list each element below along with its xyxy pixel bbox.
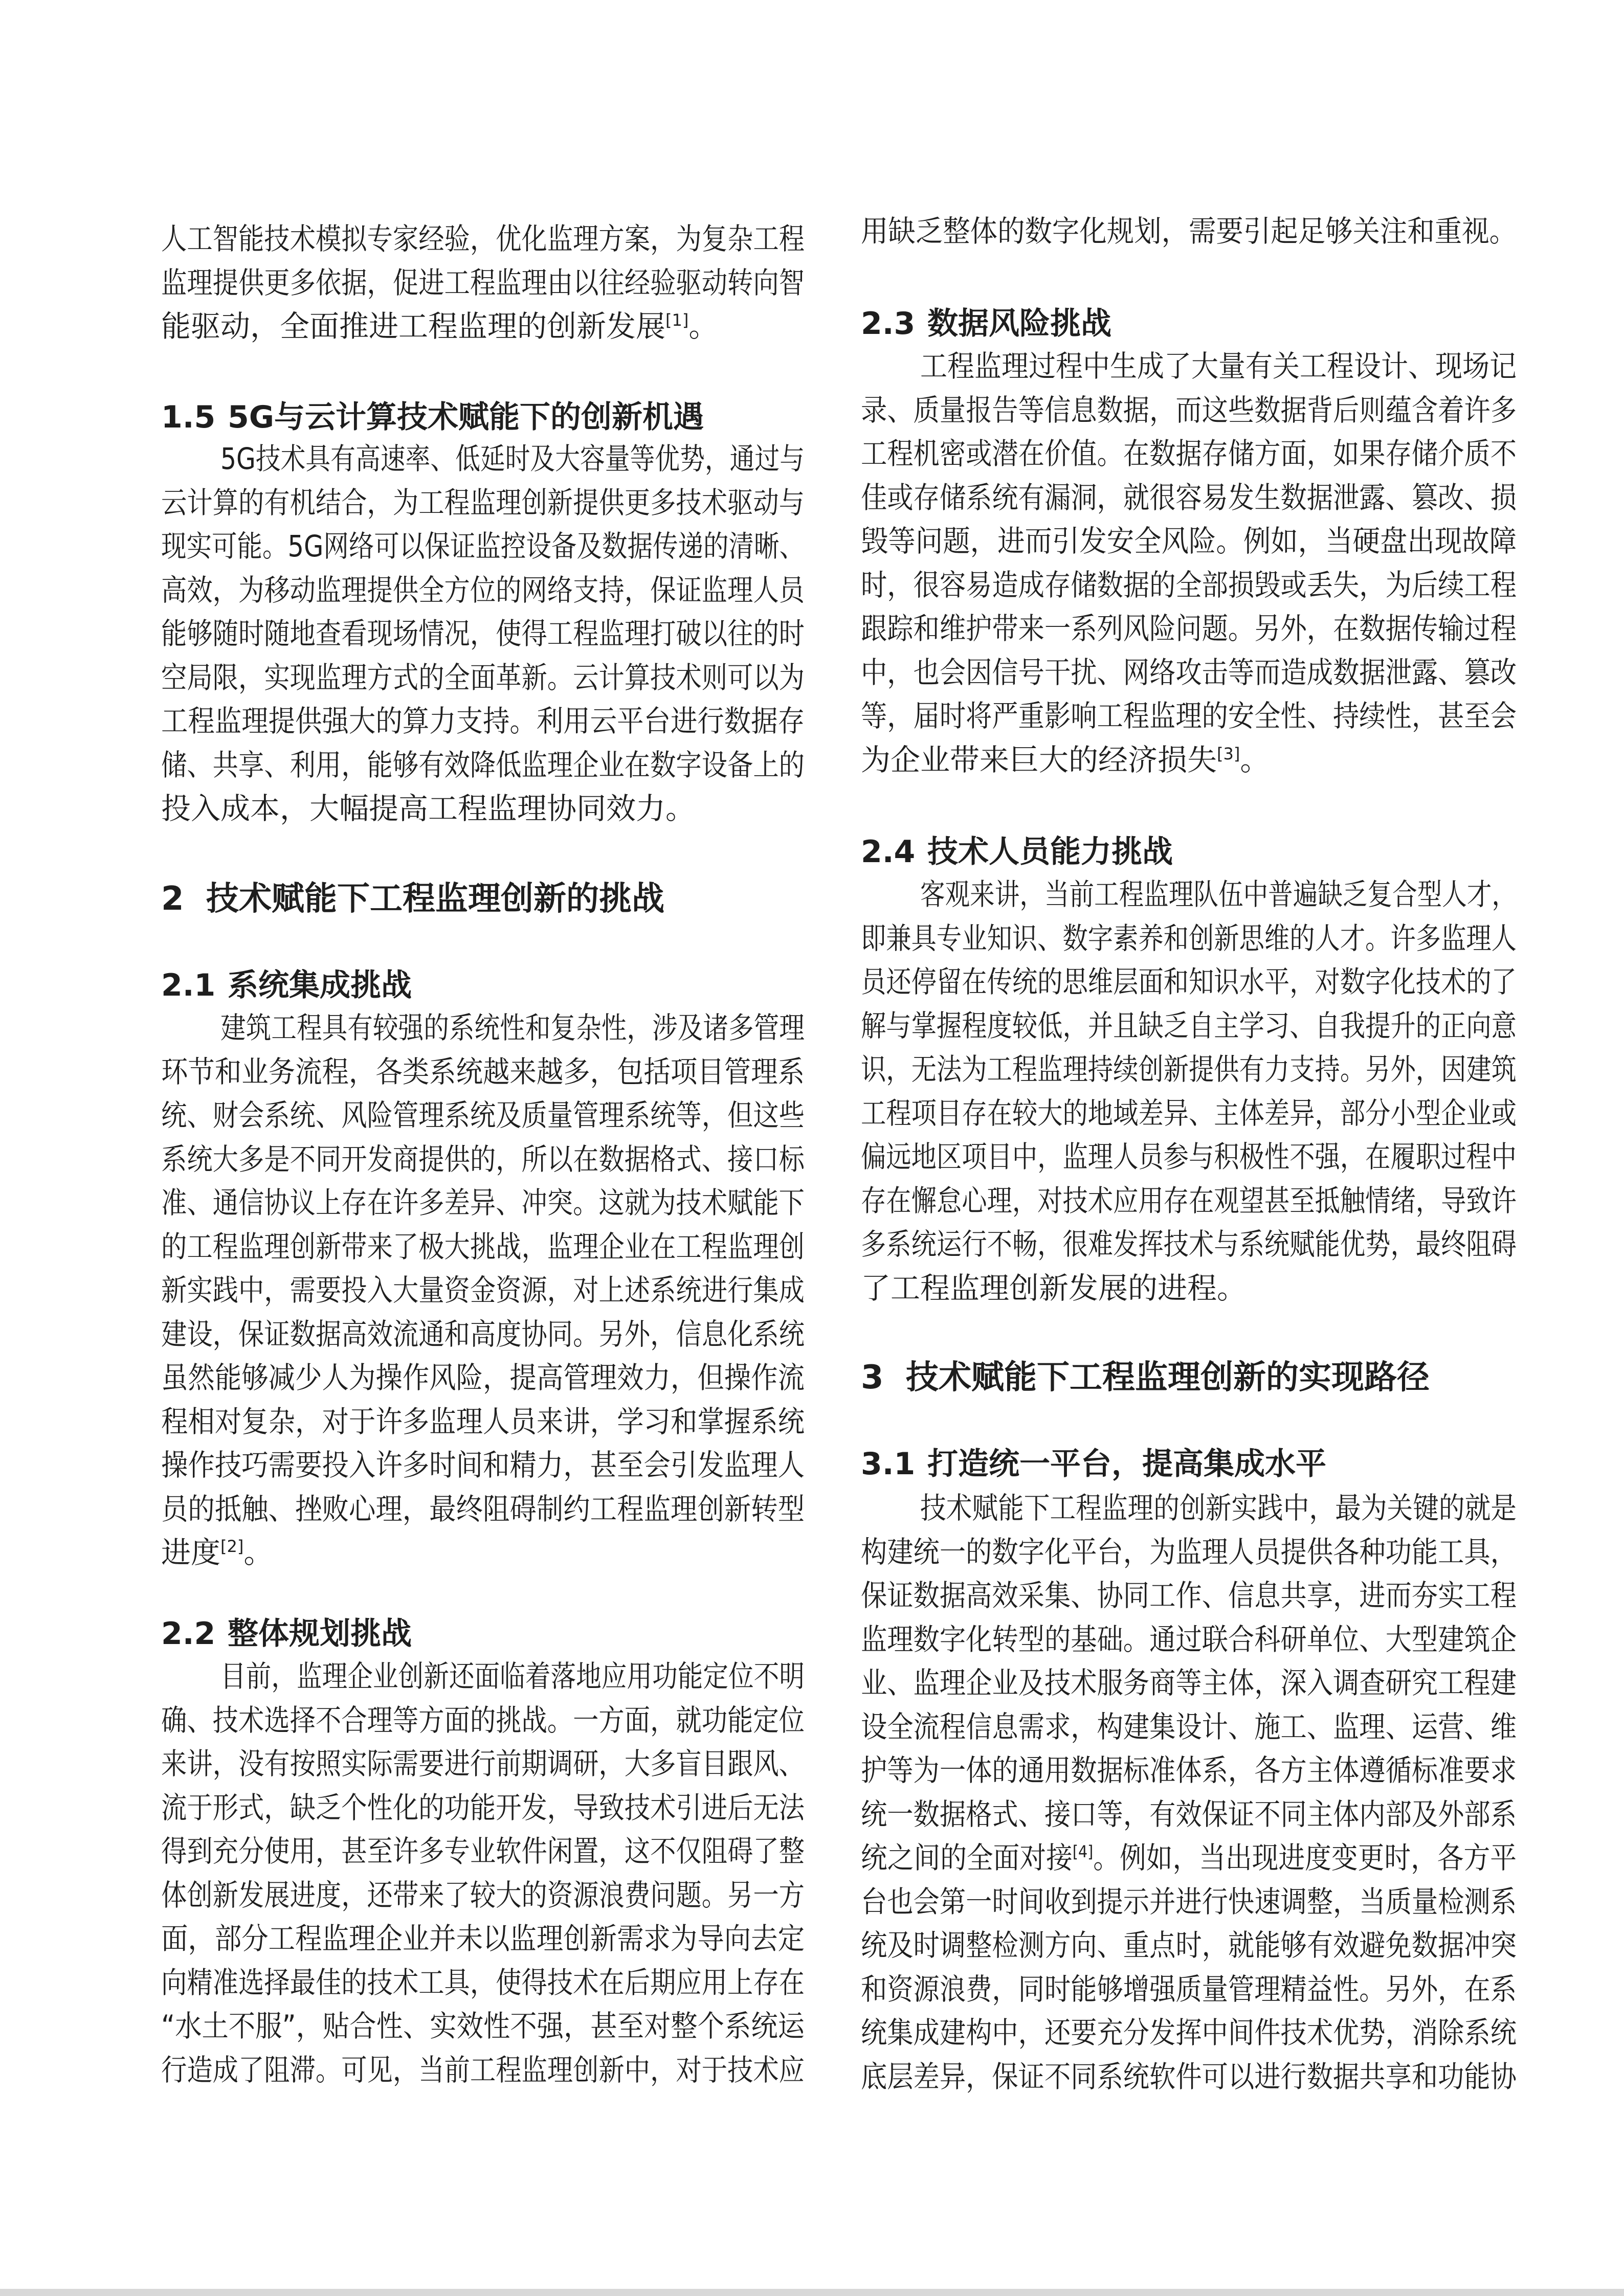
- text-run: 统之间的全面对接: [861, 1840, 1073, 1875]
- text-line: [861, 1092, 1517, 1136]
- line-text: 程相对复杂，对于许多监理人员来讲，学习和掌握系统: [161, 1404, 805, 1439]
- line-text: 投入成本，大幅提高工程监理协同效力。: [161, 791, 696, 826]
- text-line: [161, 1313, 805, 1357]
- text-line: [161, 1181, 805, 1225]
- line-text: 偏远地区项目中，监理人员参与积极性不强，在履职过程中: [861, 1139, 1517, 1174]
- text-run: 。例如，当出现进度变更时，各方平: [1093, 1840, 1517, 1875]
- text-line: [861, 476, 1517, 520]
- line-text: 空局限，实现监理方式的全面革新。云计算技术则可以为: [161, 660, 805, 695]
- line-text: 工程机密或潜在价值。在数据存储方面，如果存储介质不: [861, 436, 1517, 471]
- text-line: [861, 1574, 1517, 1618]
- section-heading-text: 整体规划挑战: [228, 1616, 412, 1652]
- subsection-title: [861, 830, 1517, 874]
- text-line: [161, 2005, 805, 2049]
- text-line: [861, 738, 1517, 782]
- line-text: 高效，为移动监理提供全方位的网络支持，保证监理人员: [161, 572, 805, 607]
- line-text: 流于形式，缺乏个性化的功能开发，导致技术引进后无法: [161, 1790, 805, 1825]
- citation-ref[interactable]: [3]: [1217, 744, 1240, 763]
- line-text: 行造成了阻滞。可见，当前工程监理创新中，对于技术应: [161, 2052, 805, 2087]
- line-text: 确、技术选择不合理等方面的挑战。一方面，就功能定位: [161, 1702, 805, 1738]
- paragraph: [161, 217, 805, 349]
- text-line: [161, 1050, 805, 1094]
- section-number: 2.3: [861, 306, 916, 342]
- line-text: 即兼具专业知识、数字素养和创新思维的人才。许多监理人: [861, 920, 1517, 956]
- section-number: 2.4: [861, 834, 916, 870]
- text-run: 进度: [161, 1535, 221, 1570]
- text-line: [161, 1874, 805, 1918]
- line-text: 得到充分使用，甚至许多专业软件闲置，这不仅阻碍了整: [161, 1834, 805, 1869]
- line-text: 台也会第一时间收到提示并进行快速调整，当质量检测系: [861, 1884, 1517, 1919]
- section-number: 3.1: [861, 1446, 916, 1482]
- line-text: 业、监理企业及技术服务商等主体，深入调查研究工程建: [861, 1665, 1517, 1700]
- text-line: [861, 1048, 1517, 1092]
- line-text: 了工程监理创新发展的进程。: [861, 1270, 1247, 1305]
- text-line: [861, 1793, 1517, 1837]
- line-text: 人工智能技术模拟专家经验，优化监理方案，为复杂工程: [161, 221, 805, 256]
- text-line: [861, 1135, 1517, 1179]
- line-text: [861, 1836, 1517, 1880]
- scan-edge: [0, 2289, 1624, 2296]
- paragraph: [861, 345, 1517, 782]
- subsection-title: [161, 396, 805, 439]
- subsection-title: [861, 302, 1517, 346]
- text-line: [161, 305, 805, 349]
- text-line: [161, 1269, 805, 1313]
- text-line: [161, 656, 805, 700]
- line-text: 识，无法为工程监理持续创新提供有力支持。另外，因建筑: [861, 1052, 1517, 1087]
- text-line: [861, 1880, 1517, 1924]
- text-line: [861, 1749, 1517, 1793]
- section-heading: [861, 830, 1517, 874]
- text-line: [861, 917, 1517, 961]
- section-heading-text: 数据风险挑战: [927, 306, 1111, 342]
- line-text: 录、质量报告等信息数据，而这些数据背后则蕴含着许多: [861, 392, 1517, 427]
- line-text: 监理数字化转型的基础。通过联合科研单位、大型建筑企: [861, 1622, 1517, 1657]
- line-text: 底层差异，保证不同系统软件可以进行数据共享和功能协: [861, 2059, 1517, 2094]
- section-heading-text: 技术人员能力挑战: [927, 834, 1173, 870]
- line-text: 虽然能够减少人为操作风险，提高管理效力，但操作流: [161, 1360, 805, 1395]
- text-line: [861, 1179, 1517, 1223]
- text-line: [161, 1138, 805, 1182]
- text-line: [161, 1917, 805, 1961]
- line-text: 体创新发展进度，还带来了较大的资源浪费问题。另一方: [161, 1877, 805, 1912]
- text-line: [161, 1006, 805, 1050]
- section-heading-text: 系统集成挑战: [228, 967, 412, 1003]
- section-number: 3: [861, 1359, 884, 1397]
- section-number: 2.1: [161, 967, 216, 1003]
- text-line: [861, 1968, 1517, 2012]
- line-text: [861, 738, 1270, 782]
- text-line: [861, 1924, 1517, 1968]
- citation-ref[interactable]: [2]: [220, 1537, 244, 1556]
- text-line: [861, 607, 1517, 651]
- subsection-title: [161, 964, 805, 1007]
- line-text: 监理提供更多依据，促进工程监理由以往经验驱动转向智: [161, 265, 805, 300]
- line-text: 解与掌握程度较低，并且缺乏自主学习、自我提升的正向意: [861, 1008, 1517, 1043]
- text-line: [861, 564, 1517, 607]
- text-line: [161, 1444, 805, 1488]
- line-text: 中，也会因信号干扰、网络攻击等而造成数据泄露、篡改: [861, 655, 1517, 690]
- line-text: [161, 1531, 273, 1575]
- text-line: [861, 1618, 1517, 1662]
- text-line: [161, 481, 805, 525]
- section-heading: [161, 964, 805, 1007]
- line-text: 的工程监理创新带来了极大挑战，监理企业在工程监理创: [161, 1229, 805, 1264]
- line-text: 构建统一的数字化平台，为监理人员提供各种功能工具，: [861, 1534, 1517, 1569]
- subsection-title: [161, 1612, 805, 1656]
- text-line: [161, 1225, 805, 1269]
- section-heading-text: 打造统一平台，提高集成水平: [927, 1446, 1326, 1482]
- section-heading-text: 5G与云计算技术赋能下的创新机遇: [228, 399, 704, 435]
- paragraph: [861, 873, 1517, 1310]
- line-text: 向精准选择最佳的技术工具，使得技术在后期应用上存在: [161, 1965, 805, 2000]
- line-text: 时，很容易造成存储数据的全部损毁或丢失，为后续工程: [861, 567, 1517, 602]
- section-heading: [161, 396, 805, 439]
- line-text: 系统大多是不同开发商提供的，所以在数据格式、接口标: [161, 1141, 805, 1177]
- text-line: [861, 345, 1517, 389]
- text-line: [161, 1699, 805, 1743]
- section-heading: [161, 876, 805, 922]
- line-text: 环节和业务流程，各类系统越来越多，包括项目管理系: [161, 1054, 805, 1089]
- section-heading: [861, 302, 1517, 346]
- text-line: [861, 2055, 1517, 2099]
- text-line: [861, 1004, 1517, 1048]
- line-text: 设全流程信息需求，构建集设计、施工、监理、运营、维: [861, 1709, 1517, 1744]
- text-line: [861, 210, 1517, 254]
- section-title: [161, 876, 805, 922]
- text-line: [161, 437, 805, 481]
- text-line: [161, 1356, 805, 1400]
- text-run: 能驱动，全面推进工程监理的创新发展: [161, 309, 666, 344]
- subsection-title: [861, 1443, 1517, 1486]
- section-heading: [861, 1443, 1517, 1486]
- line-text: 工程监理提供强大的算力支持。利用云平台进行数据存: [161, 704, 805, 738]
- text-line: [861, 1487, 1517, 1530]
- text-line: [161, 525, 805, 569]
- line-text: 统一数据格式、接口等，有效保证不同主体内部及外部系: [861, 1796, 1517, 1832]
- line-text: 用缺乏整体的数字化规划，需要引起足够关注和重视。: [861, 214, 1517, 249]
- text-line: [161, 1655, 805, 1699]
- line-text: 员还停留在传统的思维层面和知识水平，对数字化技术的了: [861, 964, 1517, 999]
- line-text: 能够随时随地查看现场情况，使得工程监理打破以往的时: [161, 616, 805, 651]
- section-heading: [861, 1355, 1517, 1401]
- line-text: 统、财会系统、风险管理系统及质量管理系统等，但这些: [161, 1098, 805, 1133]
- text-run: 为企业带来巨大的经济损失: [861, 742, 1217, 777]
- text-line: [861, 520, 1517, 564]
- line-text: 统集成建构中，还要充分发挥中间件技术优势，消除系统: [861, 2015, 1517, 2050]
- text-line: [861, 873, 1517, 917]
- line-text: 工程监理过程中生成了大量有关工程设计、现场记: [920, 349, 1517, 384]
- line-text: 面，部分工程监理企业并未以监理创新需求为导向去定: [161, 1921, 805, 1956]
- text-line: [161, 700, 805, 744]
- section-heading-text: 技术赋能下工程监理创新的挑战: [206, 880, 664, 918]
- section-title: [861, 1355, 1517, 1401]
- paragraph: [861, 210, 1517, 254]
- text-line: [861, 1705, 1517, 1749]
- line-text: 云计算的有机结合，为工程监理创新提供更多技术驱动与: [161, 485, 805, 520]
- text-line: [161, 2049, 805, 2092]
- line-text: 操作技巧需要投入许多时间和精力，甚至会引发监理人: [161, 1448, 805, 1482]
- line-text: 等，届时将严重影响工程监理的安全性、持续性，甚至会: [861, 699, 1517, 733]
- text-line: [161, 1830, 805, 1874]
- text-line: [861, 651, 1517, 695]
- text-line: [861, 694, 1517, 738]
- section-number: 2: [161, 880, 184, 918]
- line-text: 储、共享、利用，能够有效降低监理企业在数字设备上的: [161, 747, 805, 782]
- text-line: [861, 1836, 1517, 1880]
- text-line: [161, 217, 805, 261]
- text-run: 。: [1240, 742, 1270, 777]
- line-text: 建设，保证数据高效流通和高度协同。另外，信息化系统: [161, 1316, 805, 1352]
- paragraph: [161, 437, 805, 831]
- text-line: [161, 1094, 805, 1138]
- line-text: 护等为一体的通用数据标准体系，各方主体遵循标准要求: [861, 1753, 1517, 1788]
- text-line: [161, 1400, 805, 1444]
- line-text: 来讲，没有按照实际需要进行前期调研，大多盲目跟风、: [161, 1746, 805, 1781]
- text-line: [161, 744, 805, 787]
- text-line: [861, 2011, 1517, 2055]
- text-line: [161, 1961, 805, 2005]
- line-text: 建筑工程具有较强的系统性和复杂性，涉及诸多管理: [220, 1010, 805, 1045]
- line-text: 准、通信协议上存在许多差异、冲突。这就为技术赋能下: [161, 1185, 805, 1220]
- line-text: 统及时调整检测方向、重点时，就能够有效避免数据冲突: [861, 1928, 1517, 1963]
- line-text: 和资源浪费，同时能够增强质量管理精益性。另外，在系: [861, 1971, 1517, 2007]
- text-line: [861, 432, 1517, 476]
- line-text: 客观来讲，当前工程监理队伍中普遍缺乏复合型人才，: [920, 877, 1517, 912]
- line-text: 5G技术具有高速率、低延时及大容量等优势，通过与: [220, 441, 805, 476]
- citation-ref[interactable]: [1]: [665, 310, 689, 330]
- line-text: 现实可能。5G网络可以保证监控设备及数据传递的清晰、: [161, 529, 805, 564]
- text-line: [161, 1488, 805, 1532]
- paragraph: [161, 1006, 805, 1575]
- line-text: 保证数据高效采集、协同工作、信息共享，进而夯实工程: [861, 1578, 1517, 1613]
- text-run: 。: [243, 1535, 274, 1570]
- line-text: 目前，监理企业创新还面临着落地应用功能定位不明: [220, 1659, 805, 1694]
- line-text: 技术赋能下工程监理的创新实践中，最为关键的就是: [920, 1491, 1517, 1525]
- section-number: 2.2: [161, 1616, 216, 1652]
- text-line: [161, 569, 805, 613]
- text-line: [161, 261, 805, 305]
- section-heading: [161, 1612, 805, 1656]
- text-run: 。: [688, 309, 719, 344]
- line-text: 新实践中，需要投入大量资金资源，对上述系统进行集成: [161, 1273, 805, 1308]
- text-line: [861, 1223, 1517, 1267]
- line-text: 多系统运行不畅，很难发挥技术与系统赋能优势，最终阻碍: [861, 1227, 1517, 1262]
- text-line: [161, 1786, 805, 1830]
- text-line: [861, 1661, 1517, 1705]
- text-line: [161, 787, 805, 831]
- line-text: 跟踪和维护带来一系列风险问题。另外，在数据传输过程: [861, 611, 1517, 646]
- line-text: 佳或存储系统有漏洞，就很容易发生数据泄露、篡改、损: [861, 480, 1517, 515]
- paragraph: [861, 1487, 1517, 2099]
- line-text: 毁等问题，进而引发安全风险。例如，当硬盘出现故障: [861, 524, 1517, 558]
- section-heading-text: 技术赋能下工程监理创新的实现路径: [906, 1359, 1430, 1397]
- line-text: 员的抵触、挫败心理，最终阻碍制约工程监理创新转型: [161, 1491, 805, 1526]
- text-line: [861, 1530, 1517, 1574]
- line-text: “水土不服”，贴合性、实效性不强，甚至对整个系统运: [161, 2009, 805, 2043]
- citation-ref[interactable]: [4]: [1072, 1842, 1094, 1861]
- line-text: 工程项目存在较大的地域差异、主体差异，部分小型企业或: [861, 1095, 1517, 1131]
- paragraph: [161, 1655, 805, 2092]
- line-text: 存在懈怠心理，对技术应用存在观望甚至抵触情绪，导致许: [861, 1183, 1517, 1218]
- text-line: [861, 1267, 1517, 1311]
- text-line: [161, 1742, 805, 1786]
- section-number: 1.5: [161, 399, 216, 435]
- text-line: [861, 960, 1517, 1004]
- text-line: [161, 1531, 805, 1575]
- line-text: [161, 305, 718, 349]
- text-line: [861, 389, 1517, 433]
- text-line: [161, 612, 805, 656]
